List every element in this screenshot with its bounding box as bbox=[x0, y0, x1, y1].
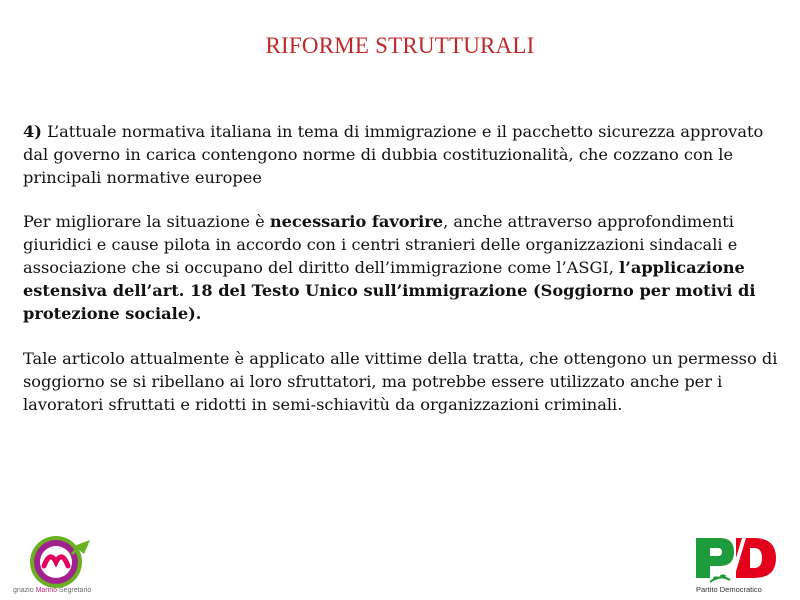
paragraph-1-text: L’attuale normativa italiana in tema di immigrazione e il pacchetto sicurezza approvato dal governo in carica contengono norme di dubbia costituzionalità, che cozzano con le principali normative europee bbox=[23, 122, 764, 187]
paragraph-1 bbox=[23, 120, 783, 189]
paragraph-2-text-a: Per migliorare la situazione è bbox=[23, 212, 270, 231]
paragraph-2 bbox=[23, 210, 783, 325]
slide-title: RIFORME STRUTTURALI bbox=[265, 33, 535, 58]
paragraph-2-bold-b: l’applicazione estensiva dell’art. 18 del Testo Unico sull’immigrazione (Soggiorno per motivi di protezione sociale). bbox=[23, 258, 756, 323]
paragraph-3: Tale articolo attualmente è applicato alle vittime della tratta, che ottengono un permesso di soggiorno se si ribellano ai loro sfruttatori, ma potrebbe essere utilizzato anche per i lavoratori sfruttati e ridotti in semi-schiavitù da organizzazioni criminali. bbox=[23, 349, 778, 414]
paragraph-2-text-b: , anche attraverso approfondimenti giuridici e cause pilota in accordo con i centri stranieri delle organizzazioni sindacali e associazione che si occupano del diritto dell’immigrazione come l’ASGI, bbox=[23, 212, 738, 277]
paragraph-number: 4) bbox=[23, 122, 42, 141]
logo-left-caption: gnazio Marino Segretario bbox=[13, 587, 92, 594]
paragraph-2-bold-a: necessario favorire bbox=[269, 212, 444, 231]
logo-right-caption: Partito Democratico bbox=[696, 585, 762, 594]
